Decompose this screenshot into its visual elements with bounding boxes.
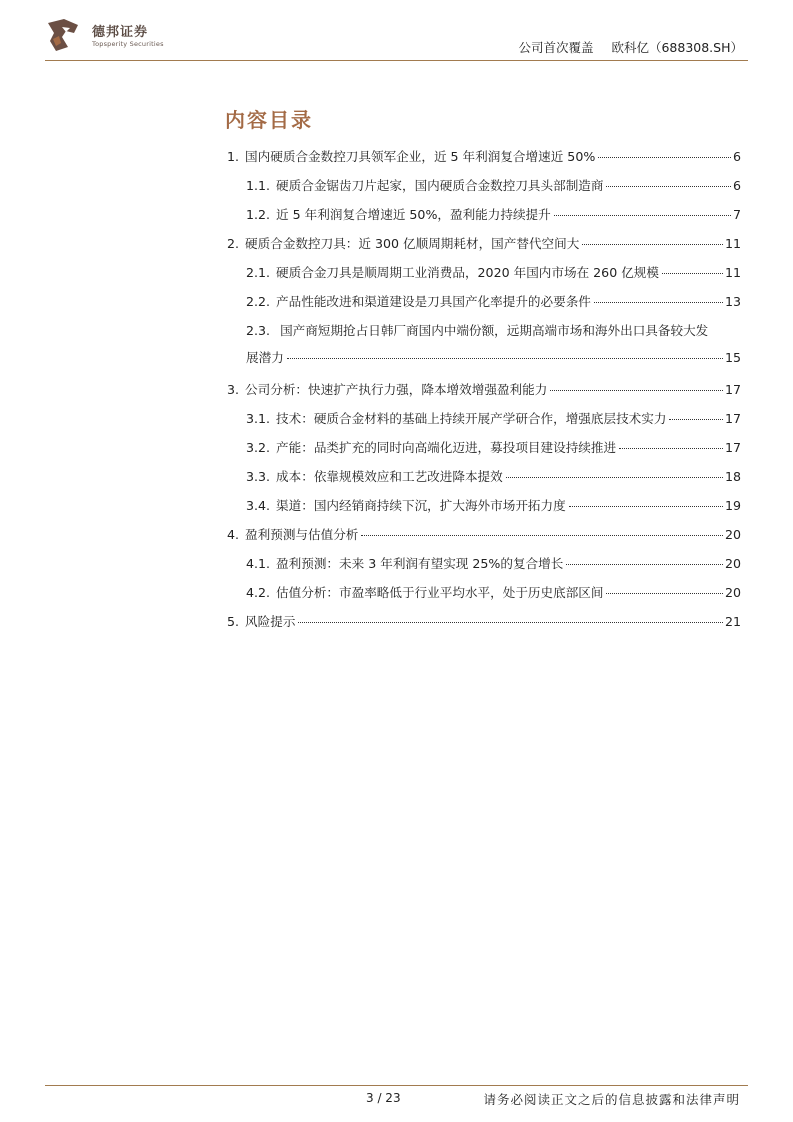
toc-entry-number: 3.1. bbox=[246, 411, 271, 426]
toc-entry-text: 硬质合金锯齿刀片起家，国内硬质合金数控刀具头部制造商 bbox=[276, 178, 604, 193]
toc-leader-dots bbox=[554, 215, 731, 216]
toc-entry-number: 3.4. bbox=[246, 498, 271, 513]
toc-entry-page: 15 bbox=[724, 350, 741, 365]
toc-entry-number: 3.3. bbox=[246, 469, 271, 484]
toc-entry-number: 3. bbox=[227, 382, 240, 397]
toc-leader-dots bbox=[566, 564, 723, 565]
toc-entry-text: 风险提示 bbox=[245, 614, 296, 629]
toc-entry-text: 产品性能改进和渠道建设是刀具国产化率提升的必要条件 bbox=[276, 294, 591, 309]
toc-entry[interactable] bbox=[227, 526, 741, 544]
toc-entry-text-continued: 展潜力 bbox=[246, 350, 284, 365]
toc-entry-text: 估值分析：市盈率略低于行业平均水平，处于历史底部区间 bbox=[276, 585, 604, 600]
toc-leader-dots bbox=[606, 186, 731, 187]
toc-entry-text: 盈利预测：未来 3 年利润有望实现 25%的复合增长 bbox=[276, 556, 564, 571]
toc-leader-dots bbox=[506, 477, 723, 478]
toc-leader-dots bbox=[361, 535, 723, 536]
toc-entry-page: 21 bbox=[724, 614, 741, 629]
toc-entry-text: 技术：硬质合金材料的基础上持续开展产学研合作，增强底层技术实力 bbox=[276, 411, 667, 426]
report-type: 公司首次覆盖 bbox=[518, 40, 594, 55]
toc-entry-page: 17 bbox=[724, 411, 741, 426]
logo-chinese-name: 德邦证券 bbox=[92, 25, 149, 40]
toc-entry-page: 11 bbox=[724, 236, 741, 251]
toc-leader-dots bbox=[662, 273, 723, 274]
logo-mark-icon bbox=[44, 17, 82, 53]
toc-entry[interactable] bbox=[246, 555, 741, 573]
toc-entry-text: 近 5 年利润复合增速近 50%，盈利能力持续提升 bbox=[276, 207, 551, 222]
toc-leader-dots bbox=[287, 358, 723, 359]
toc-entry-page: 20 bbox=[724, 556, 741, 571]
toc-entry-page: 17 bbox=[724, 382, 741, 397]
company-logo bbox=[40, 15, 180, 55]
toc-entry-page: 7 bbox=[732, 207, 741, 222]
toc-entry-text: 成本：依靠规模效应和工艺改进降本提效 bbox=[276, 469, 503, 484]
toc-entry[interactable] bbox=[246, 497, 741, 515]
toc-entry-page: 20 bbox=[724, 585, 741, 600]
toc-leader-dots bbox=[669, 419, 723, 420]
toc-entry[interactable] bbox=[246, 293, 741, 311]
toc-entry-text: 公司分析：快速扩产执行力强，降本增效增强盈利能力 bbox=[245, 382, 548, 397]
toc-entry-page: 11 bbox=[724, 265, 741, 280]
legal-disclaimer: 请务必阅读正文之后的信息披露和法律声明 bbox=[483, 1092, 740, 1107]
page-indicator: 3 / 23 bbox=[366, 1091, 401, 1105]
toc-entry-page: 13 bbox=[724, 294, 741, 309]
toc-entry[interactable] bbox=[246, 177, 741, 195]
toc-entry-number: 1. bbox=[227, 149, 240, 164]
toc-entry[interactable] bbox=[227, 381, 741, 399]
toc-leader-dots bbox=[619, 448, 723, 449]
toc-entry-number: 2. bbox=[227, 236, 240, 251]
toc-entry-text: 产能：品类扩充的同时向高端化迈进，募投项目建设持续推进 bbox=[276, 440, 617, 455]
toc-entry[interactable] bbox=[227, 613, 741, 631]
toc-entry-number: 2.1. bbox=[246, 265, 271, 280]
toc-entry-text: 国产商短期抢占日韩厂商国内中端份额，远期高端市场和海外出口具备较大发 bbox=[280, 323, 709, 338]
toc-entry[interactable] bbox=[246, 264, 741, 282]
toc-entry-number: 3.2. bbox=[246, 440, 271, 455]
toc-leader-dots bbox=[598, 157, 731, 158]
toc-entry-page: 19 bbox=[724, 498, 741, 513]
toc-entry-number: 1.1. bbox=[246, 178, 271, 193]
toc-leader-dots bbox=[298, 622, 723, 623]
footer-divider bbox=[45, 1085, 748, 1086]
toc-entry-number: 1.2. bbox=[246, 207, 271, 222]
toc-entry-wrapped[interactable] bbox=[246, 322, 708, 340]
toc-entry-text: 盈利预测与估值分析 bbox=[245, 527, 359, 542]
toc-entry-number: 5. bbox=[227, 614, 240, 629]
toc-leader-dots bbox=[569, 506, 723, 507]
toc-entry[interactable] bbox=[227, 235, 741, 253]
toc-entry-number: 2.3. bbox=[246, 323, 271, 338]
toc-entry-number: 4. bbox=[227, 527, 240, 542]
toc-entry-page: 18 bbox=[724, 469, 741, 484]
toc-leader-dots bbox=[594, 302, 723, 303]
toc-entry-page: 17 bbox=[724, 440, 741, 455]
toc-entry-page: 20 bbox=[724, 527, 741, 542]
toc-entry[interactable] bbox=[246, 206, 741, 224]
toc-entry-text: 渠道：国内经销商持续下沉，扩大海外市场开拓力度 bbox=[276, 498, 566, 513]
company-ticker: 欧科亿（688308.SH） bbox=[611, 40, 743, 55]
toc-entry[interactable] bbox=[246, 468, 741, 486]
toc-entry-text: 硬质合金数控刀具：近 300 亿顺周期耗材，国产替代空间大 bbox=[245, 236, 580, 251]
toc-entry[interactable] bbox=[246, 439, 741, 457]
toc-title: 内容目录 bbox=[225, 108, 313, 132]
header-divider bbox=[45, 60, 748, 61]
toc-leader-dots bbox=[606, 593, 722, 594]
toc-entry-text: 硬质合金刀具是顺周期工业消费品，2020 年国内市场在 260 亿规模 bbox=[276, 265, 659, 280]
toc-entry[interactable] bbox=[227, 148, 741, 166]
report-header-info bbox=[518, 38, 743, 56]
toc-entry-text: 国内硬质合金数控刀具领军企业，近 5 年利润复合增速近 50% bbox=[245, 149, 596, 164]
toc-entry-number: 2.2. bbox=[246, 294, 271, 309]
toc-leader-dots bbox=[582, 244, 723, 245]
logo-english-name: Topsperity Securities bbox=[92, 40, 164, 48]
toc-entry-page: 6 bbox=[732, 149, 741, 164]
toc-leader-dots bbox=[550, 390, 723, 391]
toc-entry-continuation[interactable] bbox=[246, 349, 741, 367]
toc-entry[interactable] bbox=[246, 584, 741, 602]
toc-entry-number: 4.2. bbox=[246, 585, 271, 600]
toc-entry-number: 4.1. bbox=[246, 556, 271, 571]
toc-entry[interactable] bbox=[246, 410, 741, 428]
toc-entry-page: 6 bbox=[732, 178, 741, 193]
